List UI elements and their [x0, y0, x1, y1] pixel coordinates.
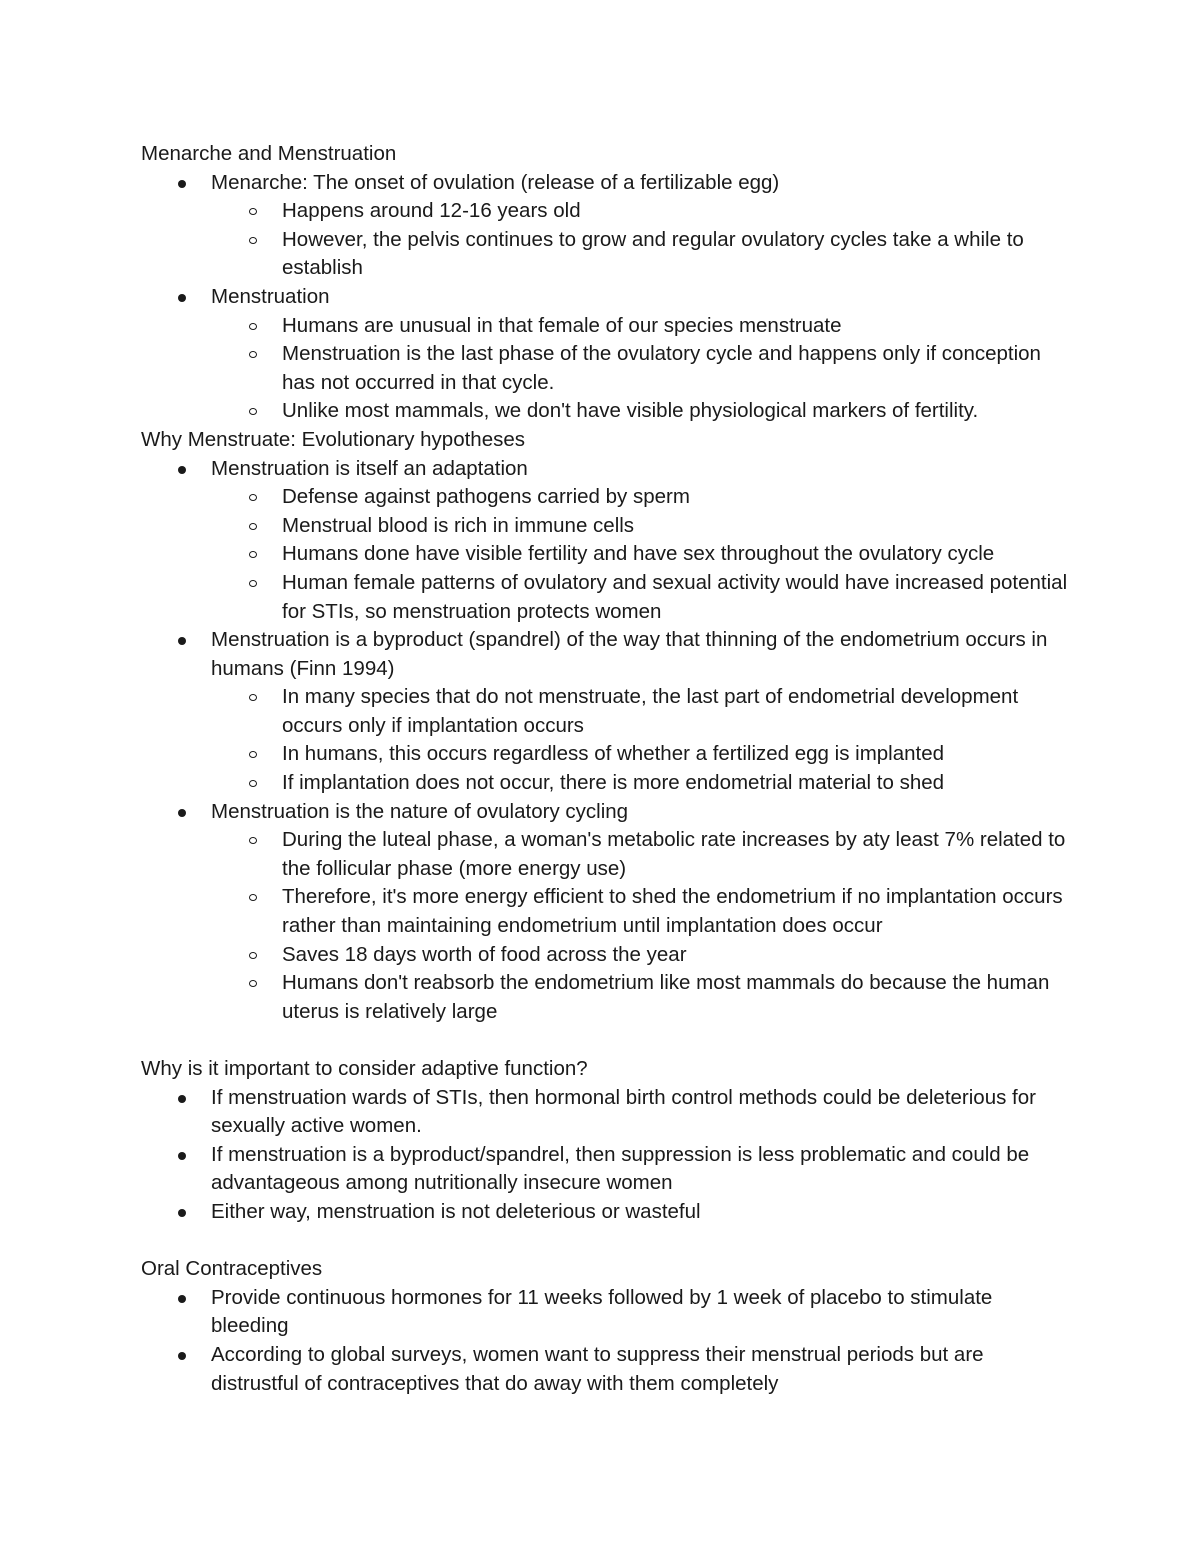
- list-item-text: Menstruation is itself an adaptation: [211, 456, 528, 480]
- sub-list-item: During the luteal phase, a woman's metabolic rate increases by aty least 7% related to the follicular phase (more energy use): [141, 826, 1071, 883]
- list-item: According to global surveys, women want to suppress their menstrual periods but are distrustful of contraceptives that do away with them completely: [141, 1341, 1071, 1398]
- sub-list-item: In humans, this occurs regardless of whether a fertilized egg is implanted: [141, 740, 1071, 769]
- list-item: If menstruation wards of STIs, then hormonal birth control methods could be deleterious for sexually active women.: [141, 1084, 1071, 1141]
- list-item: If menstruation is a byproduct/spandrel, then suppression is less problematic and could be advantageous among nutritionally insecure women: [141, 1141, 1071, 1198]
- blank-line: [141, 1026, 1071, 1055]
- sub-bullet-list: [211, 483, 1071, 626]
- list-item: [141, 169, 1071, 283]
- section-oral-contraceptives: [141, 1255, 1071, 1398]
- sub-list-item: Human female patterns of ovulatory and sexual activity would have increased potential for STIs, so menstruation protects women: [141, 569, 1071, 626]
- list-item-text: Menstruation: [211, 284, 330, 308]
- bullet-list: [141, 169, 1071, 426]
- sub-bullet-list: [211, 197, 1071, 283]
- section-heading: Menarche and Menstruation: [141, 142, 397, 165]
- sub-list-item: Humans done have visible fertility and have sex throughout the ovulatory cycle: [141, 540, 1071, 569]
- bullet-list: [141, 455, 1071, 1027]
- list-item: [141, 455, 1071, 627]
- list-item: [141, 798, 1071, 1027]
- sub-list-item: Unlike most mammals, we don't have visible physiological markers of fertility.: [141, 397, 1071, 426]
- list-item: [141, 626, 1071, 798]
- blank-line: [141, 1227, 1071, 1256]
- sub-bullet-list: [211, 826, 1071, 1026]
- list-item-text: Menstruation is a byproduct (spandrel) of the way that thinning of the endometrium occurs in humans (Finn 1994): [211, 628, 1048, 680]
- list-item-text: Menstruation is the nature of ovulatory cycling: [211, 799, 629, 823]
- sub-list-item: Humans are unusual in that female of our species menstruate: [141, 312, 1071, 341]
- bullet-list: [141, 1084, 1071, 1227]
- section-why-menstruate: [141, 426, 1071, 1026]
- sub-list-item: Saves 18 days worth of food across the year: [141, 941, 1071, 970]
- section-adaptive-function: [141, 1055, 1071, 1227]
- sub-list-item: Menstrual blood is rich in immune cells: [141, 512, 1071, 541]
- sub-bullet-list: [211, 683, 1071, 797]
- sub-list-item: In many species that do not menstruate, the last part of endometrial development occurs only if implantation occurs: [141, 683, 1071, 740]
- section-heading: Why Menstruate: Evolutionary hypotheses: [141, 427, 525, 451]
- sub-bullet-list: [211, 312, 1071, 426]
- sub-list-item: Therefore, it's more energy efficient to shed the endometrium if no implantation occurs rather than maintaining endometrium until implantation does occur: [141, 883, 1071, 940]
- sub-list-item: If implantation does not occur, there is more endometrial material to shed: [141, 769, 1071, 798]
- document-body: [141, 140, 1071, 1398]
- sub-list-item: Happens around 12-16 years old: [141, 197, 1071, 226]
- sub-list-item: Defense against pathogens carried by sperm: [141, 483, 1071, 512]
- list-item-text: Menarche: The onset of ovulation (release of a fertilizable egg): [211, 170, 780, 194]
- section-heading: Why is it important to consider adaptive function?: [141, 1057, 588, 1080]
- section-heading: Oral Contraceptives: [141, 1257, 323, 1281]
- list-item: [141, 283, 1071, 426]
- bullet-list: [141, 1284, 1071, 1398]
- sub-list-item: Menstruation is the last phase of the ovulatory cycle and happens only if conception has not occurred in that cycle.: [141, 340, 1071, 397]
- list-item: Either way, menstruation is not deleterious or wasteful: [141, 1198, 1071, 1227]
- section-menarche: [141, 140, 1071, 426]
- sub-list-item: Humans don't reabsorb the endometrium like most mammals do because the human uterus is relatively large: [141, 969, 1071, 1026]
- sub-list-item: However, the pelvis continues to grow and regular ovulatory cycles take a while to establish: [141, 226, 1071, 283]
- list-item: Provide continuous hormones for 11 weeks followed by 1 week of placebo to stimulate bleeding: [141, 1284, 1071, 1341]
